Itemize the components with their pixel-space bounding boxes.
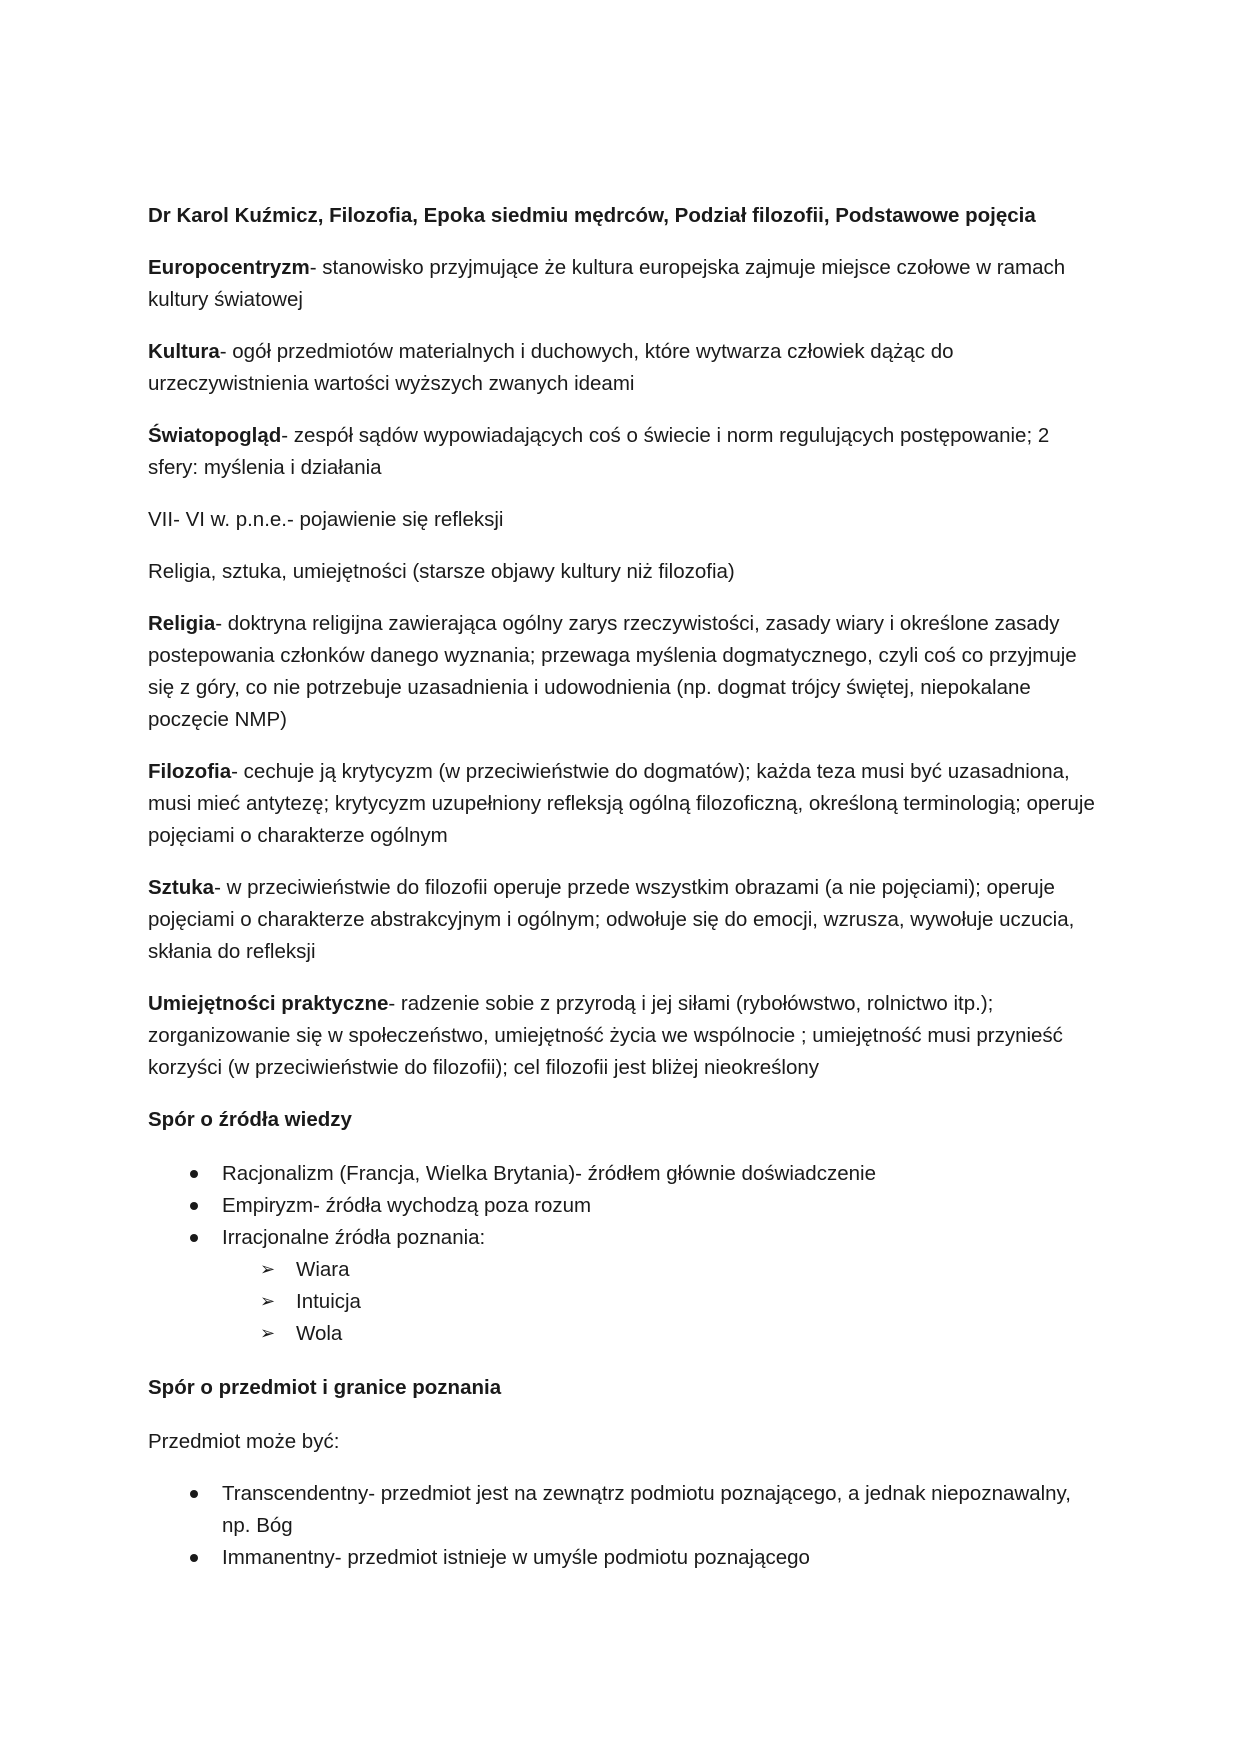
list-item xyxy=(148,1222,1098,1350)
arrow-bullet-icon: ➢ xyxy=(260,1259,276,1280)
definition-swiatopoglad xyxy=(148,420,1098,484)
bullet-icon xyxy=(190,1490,198,1498)
section-heading-przedmiot-poznania: Spór o przedmiot i granice poznania xyxy=(148,1376,502,1399)
plain-paragraph: VII- VI w. p.n.e.- pojawienie się refleksji xyxy=(148,508,504,531)
definition-text: - radzenie sobie z przyrodą i jej siłami (rybołówstwo, rolnictwo itp.); zorganizowanie się w społeczeństwo, umiejętność życia we wspólnocie ; umiejętność musi przynieść korzyści (w przeciwieństwie do filozofii); cel filozofii jest bliżej nieokreślony xyxy=(148,992,1063,1079)
section-intro: Przedmiot może być: xyxy=(148,1430,340,1453)
definition-term: Umiejętności praktyczne xyxy=(148,992,389,1015)
list-item-text: Irracjonalne źródła poznania: xyxy=(222,1226,486,1249)
bullet-icon xyxy=(190,1234,198,1242)
definition-sztuka xyxy=(148,872,1098,968)
list-item xyxy=(148,1478,1098,1542)
arrow-bullet-icon: ➢ xyxy=(260,1323,276,1344)
bullet-list-przedmiot xyxy=(148,1478,1098,1574)
section-heading-zrodla-wiedzy: Spór o źródła wiedzy xyxy=(148,1108,352,1131)
list-item-text: Transcendentny- przedmiot jest na zewnątrz podmiotu poznającego, a jednak niepoznawalny, np. Bóg xyxy=(222,1482,1071,1537)
definition-filozofia xyxy=(148,756,1098,852)
definition-term: Religia xyxy=(148,612,216,635)
definition-kultura xyxy=(148,336,1098,400)
definition-term: Kultura xyxy=(148,340,220,363)
definition-term: Europocentryzm xyxy=(148,256,310,279)
document-title: Dr Karol Kuźmicz, Filozofia, Epoka siedmiu mędrców, Podział filozofii, Podstawowe pojęcia xyxy=(148,204,1036,227)
list-item-text: Racjonalizm (Francja, Wielka Brytania)- źródłem głównie doświadczenie xyxy=(222,1162,876,1185)
sub-list-item-text: Intuicja xyxy=(296,1290,361,1313)
document-body xyxy=(148,200,1098,1596)
list-item-text: Immanentny- przedmiot istnieje w umyśle podmiotu poznającego xyxy=(222,1546,810,1569)
sub-list-item-text: Wola xyxy=(296,1322,343,1345)
list-item xyxy=(148,1158,1098,1190)
sub-list-irracjonalne xyxy=(222,1254,1098,1350)
definition-umiejetnosci xyxy=(148,988,1098,1084)
definition-religia xyxy=(148,608,1098,736)
definition-text: - w przeciwieństwie do filozofii operuje przede wszystkim obrazami (a nie pojęciami); operuje pojęciami o charakterze abstrakcyjnym i ogólnym; odwołuje się do emocji, wzrusza, wywołuje uczucia, skłania do refleksji xyxy=(148,876,1075,963)
definition-text: - stanowisko przyjmujące że kultura europejska zajmuje miejsce czołowe w ramach kultury światowej xyxy=(148,256,1066,311)
bullet-list-zrodla xyxy=(148,1158,1098,1350)
sub-list-item xyxy=(222,1254,1098,1286)
list-item xyxy=(148,1190,1098,1222)
definition-text: - ogół przedmiotów materialnych i duchowych, które wytwarza człowiek dążąc do urzeczywistnienia wartości wyższych zwanych ideami xyxy=(148,340,954,395)
bullet-icon xyxy=(190,1170,198,1178)
sub-list-item xyxy=(222,1286,1098,1318)
definition-text: - doktryna religijna zawierająca ogólny zarys rzeczywistości, zasady wiary i określone zasady postepowania członków danego wyznania; przewaga myślenia dogmatycznego, czyli coś co przyjmuje się z góry, co nie potrzebuje uzasadnienia i udowodnienia (np. dogmat trójcy świętej, niepokalane poczęcie NMP) xyxy=(148,612,1077,731)
arrow-bullet-icon: ➢ xyxy=(260,1291,276,1312)
list-item-text: Empiryzm- źródła wychodzą poza rozum xyxy=(222,1194,592,1217)
sub-list-item-text: Wiara xyxy=(296,1258,350,1281)
definition-text: - zespół sądów wypowiadających coś o świecie i norm regulujących postępowanie; 2 sfery: myślenia i działania xyxy=(148,424,1050,479)
plain-paragraph: Religia, sztuka, umiejętności (starsze objawy kultury niż filozofia) xyxy=(148,560,735,583)
bullet-icon xyxy=(190,1554,198,1562)
list-item xyxy=(148,1542,1098,1574)
sub-list-item xyxy=(222,1318,1098,1350)
definition-text: - cechuje ją krytycyzm (w przeciwieństwie do dogmatów); każda teza musi być uzasadniona, musi mieć antytezę; krytycyzm uzupełniony refleksją ogólną filozoficzną, określoną terminologią; operuje pojęciami o charakterze ogólnym xyxy=(148,760,1095,847)
definition-europocentryzm xyxy=(148,252,1098,316)
bullet-icon xyxy=(190,1202,198,1210)
definition-term: Światopogląd xyxy=(148,424,282,447)
definition-term: Filozofia xyxy=(148,760,232,783)
definition-term: Sztuka xyxy=(148,876,215,899)
